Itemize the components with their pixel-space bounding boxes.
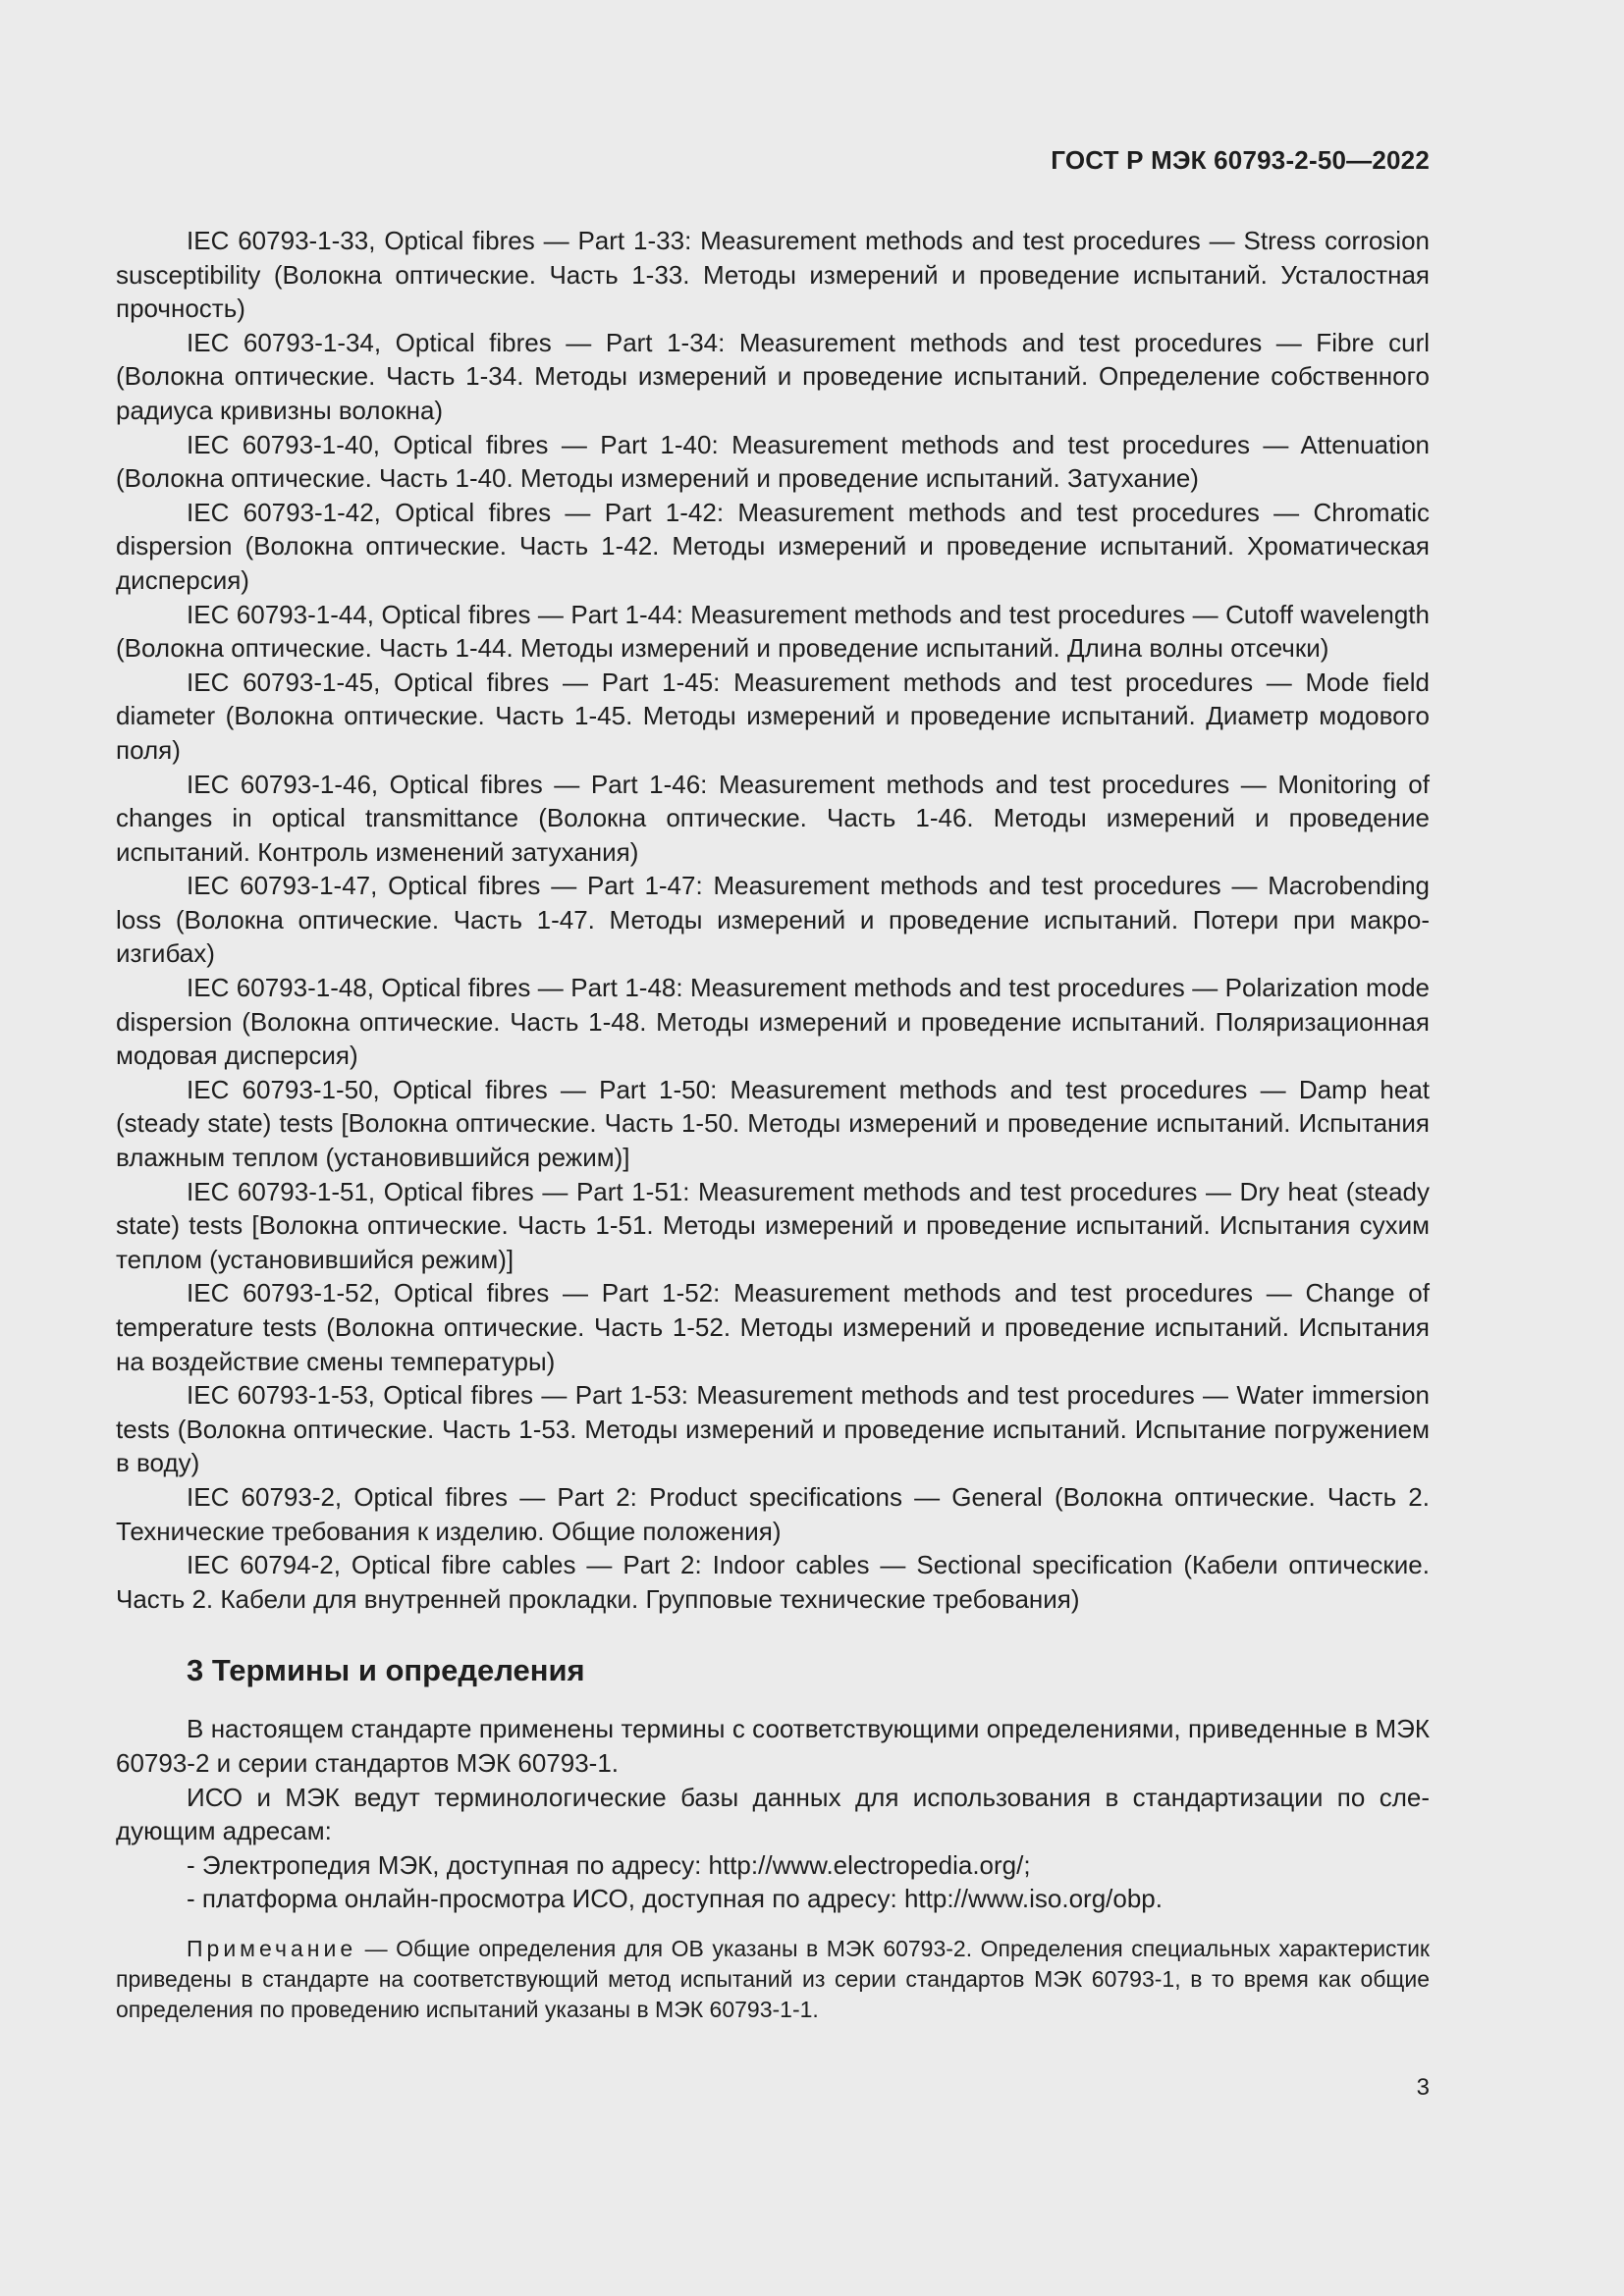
section-paragraph: ИСО и МЭК ведут терминологические базы данных для использования в стандартизации по следующим адресам: xyxy=(116,1782,1430,1846)
reference-item: IEC 60793-1-48, Optical fibres — Part 1-48: Measurement methods and test procedures — Polarization mode dispersion (Волокна оптические. Часть 1-48. Методы измерений и проведение испытаний. Поляризационная модовая дисперсия) xyxy=(116,973,1430,1071)
reference-item: IEC 60793-1-45, Optical fibres — Part 1-45: Measurement methods and test procedures — Mode field diameter (Волокна оптические. Часть 1-45. Методы измерений и проведение испытаний. Диаметр модового поля) xyxy=(116,667,1430,765)
note-paragraph xyxy=(116,1934,1430,2025)
note-text: — Общие определения для ОВ указаны в МЭК 60793-2. Определения специальных характеристик приведены в стандарте на соответствующий метод испытаний из серии стандартов МЭК 60793-1, в то время как общие определения по проведению испытаний указаны в МЭК 60793-1-1. xyxy=(116,1935,1430,2022)
reference-item: IEC 60793-1-42, Optical fibres — Part 1-42: Measurement methods and test procedures — Chromatic dispersion (Волокна оптические. Часть 1-42. Методы измерений и проведение испытаний. Хроматическая дисперсия) xyxy=(116,497,1430,595)
reference-item: IEC 60793-1-53, Optical fibres — Part 1-53: Measurement methods and test procedures — Water immersion tests (Волокна оптические. Часть 1-53. Методы измерений и проведение испытаний. Испытание погружением в воду) xyxy=(116,1380,1430,1478)
reference-item: IEC 60793-1-46, Optical fibres — Part 1-46: Measurement methods and test procedures — Monitoring of changes in optical transmittance (Волокна оптические. Часть 1-46. Методы измерений и проведение испытаний. Контроль изменений затухания) xyxy=(116,769,1430,867)
reference-item: IEC 60793-1-34, Optical fibres — Part 1-34: Measurement methods and test procedures — Fibre curl (Волокна оптические. Часть 1-34. Методы измерений и проведение испытаний. Определение собственного радиуса кривизны волокна) xyxy=(116,327,1430,425)
note-label: Примечание xyxy=(187,1935,357,1961)
section-paragraph: В настоящем стандарте применены термины с соответствующими определениями, приведенные в МЭК 60793-2 и серии стандартов МЭК 60793-1. xyxy=(116,1714,1430,1778)
document-header-id: ГОСТ Р МЭК 60793-2-50—2022 xyxy=(1051,145,1430,175)
reference-item: IEC 60793-1-52, Optical fibres — Part 1-52: Measurement methods and test procedures — Change of temperature tests (Волокна оптические. Часть 1-52. Методы измерений и проведение испытаний. Испытания на воздействие смены температуры) xyxy=(116,1278,1430,1376)
reference-item: IEC 60794-2, Optical fibre cables — Part 2: Indoor cables — Sectional specification (Кабели оптические. Часть 2. Кабели для внутренней прокладки. Групповые технические требования) xyxy=(116,1550,1430,1614)
section-title: 3 Термины и определения xyxy=(187,1653,585,1688)
reference-item: IEC 60793-1-51, Optical fibres — Part 1-51: Measurement methods and test procedures — Dry heat (steady state) tests [Волокна оптические. Часть 1-51. Методы измерений и проведение испытаний. Испытания сухим теплом (установившийся режим)] xyxy=(116,1176,1430,1274)
reference-item: IEC 60793-1-44, Optical fibres — Part 1-44: Measurement methods and test procedures — Cutoff wavelength (Волокна оптические. Часть 1-44. Методы измерений и проведение испытаний. Длина волны отсечки) xyxy=(116,599,1430,664)
list-item: - платформа онлайн-просмотра ИСО, доступная по адресу: http://www.iso.org/obp. xyxy=(187,1884,1163,1914)
reference-item: IEC 60793-1-47, Optical fibres — Part 1-47: Measurement methods and test procedures — Macrobending loss (Волокна оптические. Часть 1-47. Методы измерений и проведение испытаний. Потери при макроизгибах) xyxy=(116,871,1430,969)
reference-item: IEC 60793-2, Optical fibres — Part 2: Product specifications — General (Волокна оптические. Часть 2. Технические требования к изделию. Общие положения) xyxy=(116,1481,1430,1546)
reference-item: IEC 60793-1-40, Optical fibres — Part 1-40: Measurement methods and test procedures — Attenuation (Волокна оптические. Часть 1-40. Методы измерений и проведение испытаний. Затухание) xyxy=(116,429,1430,494)
reference-item: IEC 60793-1-50, Optical fibres — Part 1-50: Measurement methods and test procedures — Damp heat (steady state) tests [Волокна оптические. Часть 1-50. Методы измерений и проведение испытаний. Испытания влажным теплом (установившийся режим)] xyxy=(116,1074,1430,1173)
reference-item: IEC 60793-1-33, Optical fibres — Part 1-33: Measurement methods and test procedures — Stress corrosion susceptibility (Волокна оптические. Часть 1-33. Методы измерений и проведение испытаний. Усталостная прочность) xyxy=(116,226,1430,324)
page-number: 3 xyxy=(1416,2074,1430,2101)
references-list xyxy=(116,224,1430,1616)
page-content xyxy=(116,224,1430,2025)
list-item: - Электропедия МЭК, доступная по адресу: http://www.electropedia.org/; xyxy=(187,1849,1031,1880)
